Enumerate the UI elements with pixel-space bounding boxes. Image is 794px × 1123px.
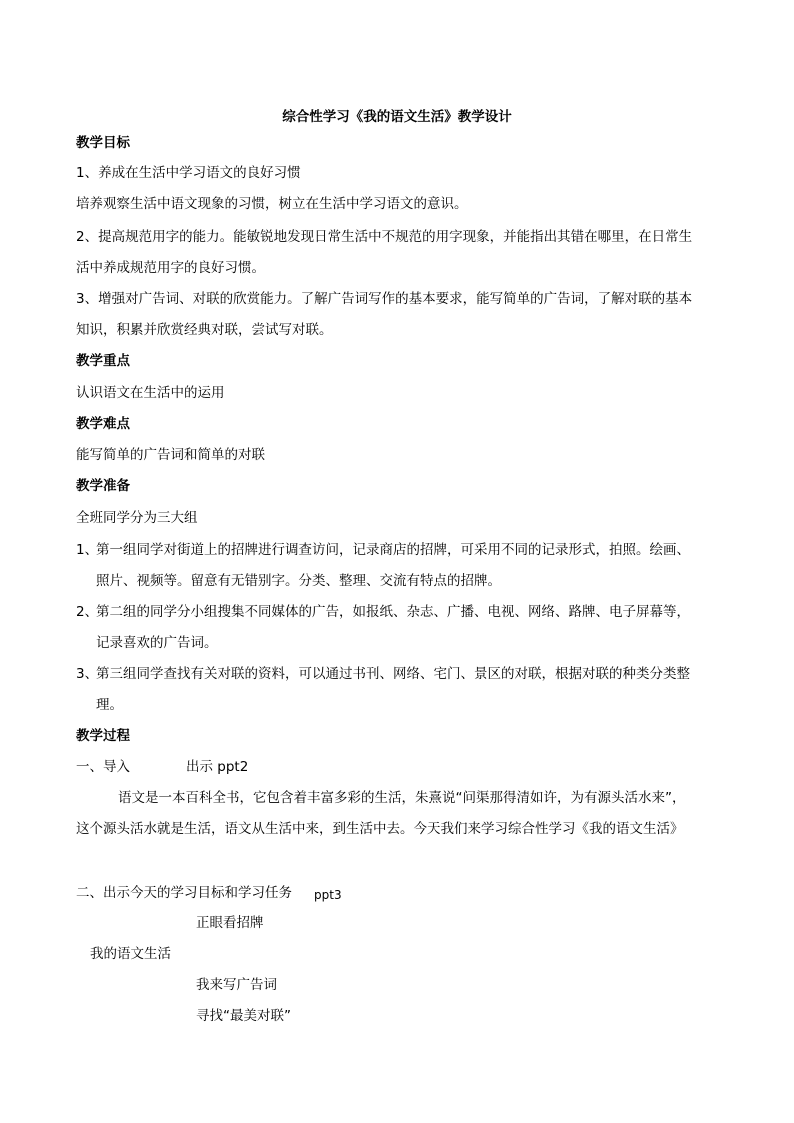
prep-item-line2: 照片、视频等。留意有无错别字。分类、整理、交流有特点的招牌。 — [96, 573, 501, 589]
document-title: 综合性学习《我的语文生活》教学设计 — [282, 109, 512, 125]
diagram-center: 我的语文生活 — [90, 946, 171, 962]
goal-1-detail: 培养观察生活中语文现象的习惯，树立在生活中学习语文的意识。 — [76, 196, 468, 212]
prep-item-line1: 第一组同学对街道上的招牌进行调查访问，记录商店的招牌，可采用不同的记录形式，拍照。绘画、 — [96, 542, 690, 558]
section-heading-difficulty: 教学难点 — [76, 416, 130, 432]
intro-paragraph-line2: 这个源头活水就是生活，语文从生活中来，到生活中去。今天我们来学习综合性学习《我的语文生活》 — [76, 821, 684, 837]
diagram-branch: 寻找“最美对联” — [196, 1008, 291, 1024]
step-1-ppt: 出示 ppt2 — [186, 759, 249, 775]
prep-item-number: 2、 — [76, 604, 99, 620]
prep-intro: 全班同学分为三大组 — [76, 510, 198, 526]
diagram-branch: 正眼看招牌 — [196, 915, 264, 931]
goal-2-line2: 活中养成规范用字的良好习惯。 — [76, 260, 265, 276]
step-1-label: 一、导入 — [76, 759, 130, 775]
intro-paragraph-line1: 语文是一本百科全书，它包含着丰富多彩的生活，朱熹说“问渠那得清如许，为有源头活水来”， — [118, 790, 686, 806]
difficulty-text: 能写简单的广告词和简单的对联 — [76, 447, 265, 463]
prep-item-line1: 第三组同学查找有关对联的资料，可以通过书刊、网络、宅门、景区的对联，根据对联的种类分类整 — [96, 666, 690, 682]
prep-item-number: 1、 — [76, 542, 99, 558]
section-heading-process: 教学过程 — [76, 728, 130, 744]
goal-3-line2: 知识，积累并欣赏经典对联，尝试写对联。 — [76, 322, 333, 338]
diagram-branch: 我来写广告词 — [196, 977, 277, 993]
prep-item-line2: 记录喜欢的广告词。 — [96, 635, 218, 651]
section-heading-goals: 教学目标 — [76, 135, 130, 151]
prep-item-number: 3、 — [76, 666, 99, 682]
focus-text: 认识语文在生活中的运用 — [76, 385, 225, 401]
step-2-ppt: ppt3 — [314, 888, 342, 902]
step-2-label: 二、出示今天的学习目标和学习任务 — [76, 885, 292, 901]
section-heading-focus: 教学重点 — [76, 353, 130, 369]
goal-1: 1、养成在生活中学习语文的良好习惯 — [76, 165, 301, 181]
goal-3-line1: 3、增强对广告词、对联的欣赏能力。了解广告词写作的基本要求，能写简单的广告词，了解对联的基本 — [76, 291, 693, 307]
prep-item-line2: 理。 — [96, 697, 123, 713]
prep-item-line1: 第二组的同学分小组搜集不同媒体的广告，如报纸、杂志、广播、电视、网络、路牌、电子屏幕等， — [96, 604, 690, 620]
goal-2-line1: 2、提高规范用字的能力。能敏锐地发现日常生活中不规范的用字现象，并能指出其错在哪里，在日常生 — [76, 229, 693, 245]
section-heading-prep: 教学准备 — [76, 478, 130, 494]
